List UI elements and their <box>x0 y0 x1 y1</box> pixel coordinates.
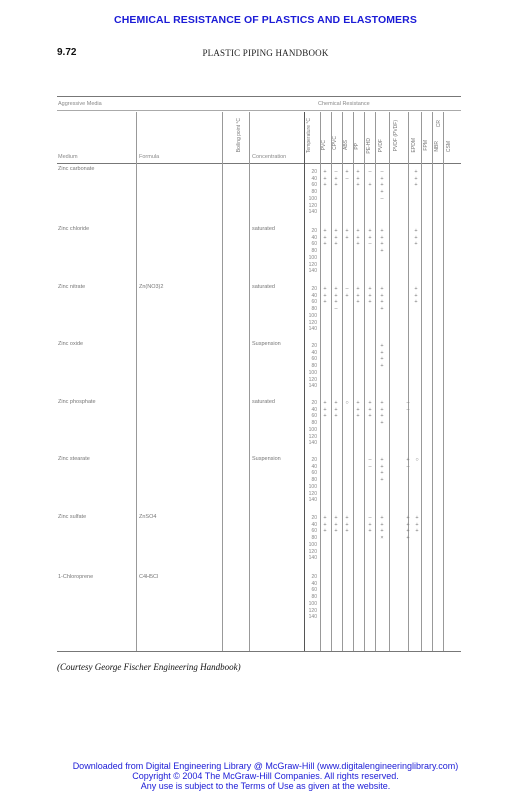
resistance-marks: + + + + <box>380 400 384 427</box>
resistance-marks: – + <box>345 286 349 299</box>
col-header-formula: Formula <box>139 154 160 160</box>
col-rule <box>222 112 223 651</box>
row-concentration: Suspension <box>252 456 281 462</box>
row-medium: Zinc sulfate <box>58 514 87 520</box>
resistance-marks: – – <box>368 457 372 470</box>
row-temperatures: 20 40 60 80 100 120 140 <box>308 400 317 447</box>
col-header-pvc: PVC <box>321 140 327 151</box>
col-header-cr: CR <box>436 120 442 128</box>
running-head: CHEMICAL RESISTANCE OF PLASTICS AND ELASTOMERS <box>114 14 417 26</box>
row-temperatures: 20 40 60 80 100 120 140 <box>308 515 317 562</box>
col-rule <box>136 112 137 651</box>
resistance-marks: – + + <box>368 515 372 535</box>
resistance-marks: + + + + <box>380 228 384 255</box>
row-formula: C4H5Cl <box>139 574 159 580</box>
row-concentration: Suspension <box>252 341 281 347</box>
col-rule <box>389 112 390 651</box>
row-medium: Zinc carbonate <box>58 166 95 172</box>
book-title: PLASTIC PIPING HANDBOOK <box>202 48 329 58</box>
col-rule <box>432 112 433 651</box>
resistance-marks: + + + <box>356 228 360 248</box>
col-rule <box>249 112 250 651</box>
resistance-marks: + + + <box>368 286 372 306</box>
col-header-temperature: Temperature °C <box>306 118 312 154</box>
resistance-marks: + + + <box>368 400 372 420</box>
resistance-marks: + + + – <box>334 286 338 313</box>
col-header-pe-hd: PE-HD <box>366 138 372 154</box>
resistance-marks: + + + + <box>380 286 384 313</box>
col-rule <box>443 112 444 651</box>
resistance-marks: + + + <box>323 169 327 189</box>
resistance-marks: ○ <box>415 457 419 463</box>
col-header-medium: Medium <box>58 154 78 160</box>
col-header-concentration: Concentration <box>252 154 287 160</box>
col-rule <box>331 112 332 651</box>
resistance-marks: + + + × <box>380 515 384 542</box>
footer-copyright: Copyright © 2004 The McGraw-Hill Companies. All rights reserved. <box>132 771 399 781</box>
col-rule <box>353 112 354 651</box>
resistance-marks: + + + + <box>380 343 384 370</box>
resistance-marks: – – <box>406 400 410 413</box>
resistance-marks: + + + <box>323 286 327 306</box>
resistance-marks: + + + + <box>406 515 410 542</box>
col-header-pvdf-2: PVDF (PVDF) <box>393 120 399 152</box>
resistance-marks: + + + <box>345 515 349 535</box>
resistance-marks: + + + <box>414 228 418 248</box>
row-medium: Zinc nitrate <box>58 284 86 290</box>
row-concentration: saturated <box>252 399 275 405</box>
resistance-marks: + + + <box>334 228 338 248</box>
row-temperatures: 20 40 60 80 100 120 140 <box>308 574 317 621</box>
resistance-marks: + + + <box>414 286 418 306</box>
table-group-rule <box>57 110 461 111</box>
row-medium: Zinc oxide <box>58 341 84 347</box>
row-temperatures: 20 40 60 80 100 120 140 <box>308 343 317 390</box>
resistance-marks: + + + <box>356 169 360 189</box>
row-formula: Zn(NO3)2 <box>139 284 164 290</box>
col-header-pvdf: PVDF <box>378 139 384 153</box>
group-heading-right: Chemical Resistance <box>318 101 370 107</box>
courtesy-note: (Courtesy George Fischer Engineering Handbook) <box>57 662 241 672</box>
row-concentration: saturated <box>252 284 275 290</box>
resistance-marks: + + + <box>334 400 338 420</box>
resistance-marks: + – <box>406 457 410 470</box>
row-temperatures: 20 40 60 80 100 120 140 <box>308 228 317 275</box>
resistance-marks: + + + <box>415 515 419 535</box>
row-temperatures: 20 40 60 80 100 120 140 <box>308 286 317 333</box>
resistance-marks: + + + <box>323 515 327 535</box>
footer-download-link[interactable]: Downloaded from Digital Engineering Library @ McGraw-Hill (www.digitalengineeringlibrary.com) <box>72 761 459 771</box>
resistance-marks: + + + <box>323 400 327 420</box>
resistance-marks: – + + <box>334 169 338 189</box>
col-rule <box>408 112 409 651</box>
row-medium: Zinc phosphate <box>58 399 96 405</box>
col-rule <box>364 112 365 651</box>
resistance-marks: – + + + – <box>380 169 384 202</box>
resistance-marks: + + + <box>356 400 360 420</box>
row-medium: Zinc chloride <box>58 226 90 232</box>
resistance-marks: + + + <box>356 286 360 306</box>
col-rule <box>342 112 343 651</box>
group-heading-left: Aggressive Media <box>58 101 102 107</box>
col-rule <box>375 112 376 651</box>
page-number: 9.72 <box>57 47 77 58</box>
footer-terms: Any use is subject to the Terms of Use as given at the website. <box>140 781 391 791</box>
resistance-marks: + + <box>345 228 349 241</box>
resistance-marks: – + <box>368 169 372 189</box>
resistance-marks: + + + <box>334 515 338 535</box>
col-header-epdm: EPDM <box>411 138 417 153</box>
col-rule <box>421 112 422 651</box>
col-header-fpm: FPM <box>423 140 429 151</box>
row-medium: 1-Chloroprene <box>58 574 94 580</box>
col-header-nbr: NBR <box>434 141 440 152</box>
table-bottom-rule <box>57 651 461 652</box>
col-header-abs: ABS <box>343 140 349 151</box>
row-medium: Zinc stearate <box>58 456 90 462</box>
row-concentration: saturated <box>252 226 275 232</box>
col-header-boiling-point: Boiling point °C <box>236 118 242 153</box>
row-temperatures: 20 40 60 80 100 120 140 <box>308 457 317 504</box>
col-header-cpvc: CPVC <box>332 136 338 150</box>
table-header-rule <box>57 163 461 164</box>
table-top-rule <box>57 96 461 97</box>
row-temperatures: 20 40 60 80 100 120 140 <box>308 169 317 216</box>
col-header-pp: PP <box>354 143 360 150</box>
resistance-marks: + + + + <box>380 457 384 484</box>
resistance-marks: + + + <box>323 228 327 248</box>
row-formula: ZnSO4 <box>139 514 157 520</box>
resistance-marks: + – <box>345 169 349 182</box>
resistance-marks: + + – <box>368 228 372 248</box>
resistance-marks: + + + <box>414 169 418 189</box>
col-header-csm: CSM <box>446 141 452 153</box>
col-rule <box>320 112 321 651</box>
resistance-marks: ○ <box>345 400 349 406</box>
